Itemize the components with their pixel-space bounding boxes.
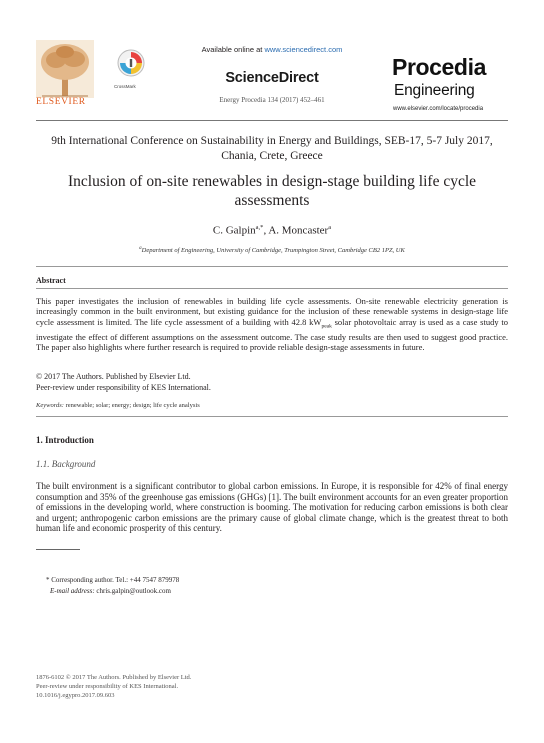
platform-name: ScienceDirect	[225, 70, 319, 86]
abstract-subscript: peak	[321, 323, 332, 330]
affiliation-mark: a	[139, 246, 142, 251]
abstract-text-part2: solar photovoltaic array is used as a case study to investigate the effect of different assumptions on the assessment outcome. The case study results are then used to suggest good practice. The paper also highlights where further research is required to provide reliable design-stage assessments in future.	[36, 316, 508, 352]
subsection-heading: 1.1. Background	[36, 459, 96, 469]
journal-url[interactable]: www.elsevier.com/locate/procedia	[393, 106, 484, 112]
journal-name-line1: Procedia	[392, 54, 486, 80]
author-list	[0, 224, 544, 237]
conference-info	[20, 134, 524, 164]
conference-line1: 9th International Conference on Sustainability in Energy and Buildings, SEB-17, 5-7 July 2017,	[51, 135, 493, 147]
footer-peer-review: Peer-review under responsibility of KES International.	[36, 683, 179, 690]
available-prefix: Available online at	[201, 45, 265, 54]
author-2-affiliation-mark: a	[328, 224, 332, 231]
author-2: , A. Moncaster	[263, 224, 329, 237]
email-footnote	[50, 587, 171, 595]
section-heading: 1. Introduction	[36, 435, 94, 445]
paper-title	[30, 172, 514, 210]
abstract-heading-rule	[36, 288, 508, 289]
abstract-heading: Abstract	[36, 276, 66, 285]
abstract-text	[36, 296, 508, 352]
conference-line2: Chania, Crete, Greece	[221, 150, 323, 162]
header-divider	[36, 120, 508, 121]
availability-line	[0, 45, 544, 54]
title-line2: assessments	[234, 192, 310, 209]
keywords-list: renewable; solar; energy; design; life cycle analysis	[63, 402, 200, 409]
peer-review-notice: Peer-review under responsibility of KES International.	[36, 383, 211, 392]
email-address[interactable]: chris.galpin@outlook.com	[94, 587, 171, 595]
keywords-label: Keywords:	[36, 402, 64, 409]
author-1-affiliation-mark: a,*	[255, 224, 264, 231]
author-1: C. Galpin	[212, 224, 256, 237]
crossmark-label: CrossMark	[114, 84, 136, 89]
journal-citation: Energy Procedia 134 (2017) 452–461	[219, 96, 325, 104]
footer-doi[interactable]: 10.1016/j.egypro.2017.09.603	[36, 692, 115, 699]
abstract-top-rule	[36, 266, 508, 267]
abstract-bottom-rule	[36, 416, 508, 417]
affiliation	[0, 246, 544, 254]
corresponding-author-footnote: * Corresponding author. Tel.: +44 7547 879978	[46, 576, 180, 584]
elsevier-wordmark: ELSEVIER	[36, 97, 86, 107]
journal-name-line2: Engineering	[394, 82, 475, 99]
body-paragraph: The built environment is a significant contributor to global carbon emissions. In Europe, it is responsible for 42% of final energy consumption and 35% of the greenhouse gas emissions (GHGs) [1]. The built environment accounts for an even greater proportion of emissions in the developing world, where construction is booming. The motivation for reducing carbon emissions is both clear and urgent; anthropogenic carbon emissions are the primary cause of global climate change, which is the greatest threat to both human life and economic prosperity of this century.	[36, 481, 508, 534]
keywords	[36, 402, 200, 409]
email-label: E-mail address:	[50, 587, 95, 595]
affiliation-text: Department of Engineering, University of Cambridge, Trumpington Street, Cambridge CB2 1PZ, UK	[141, 247, 405, 255]
copyright-notice: © 2017 The Authors. Published by Elsevier Ltd.	[36, 372, 191, 381]
abstract-text-part1: This paper investigates the inclusion of renewables in building life cycle assessments. On-site renewable electricity generation is increasingly common in the built environment, but existing guidance for the inclusion of these renewable systems in design-stage life cycle assessment is limited. The life cycle assessment of a building with 42.8 kW	[36, 296, 508, 327]
title-line1: Inclusion of on-site renewables in design-stage building life cycle	[67, 173, 477, 190]
sciencedirect-link[interactable]: www.sciencedirect.com	[264, 45, 343, 54]
footer-issn: 1876-6102 © 2017 The Authors. Published by Elsevier Ltd.	[36, 674, 192, 681]
footnote-rule	[36, 549, 80, 550]
